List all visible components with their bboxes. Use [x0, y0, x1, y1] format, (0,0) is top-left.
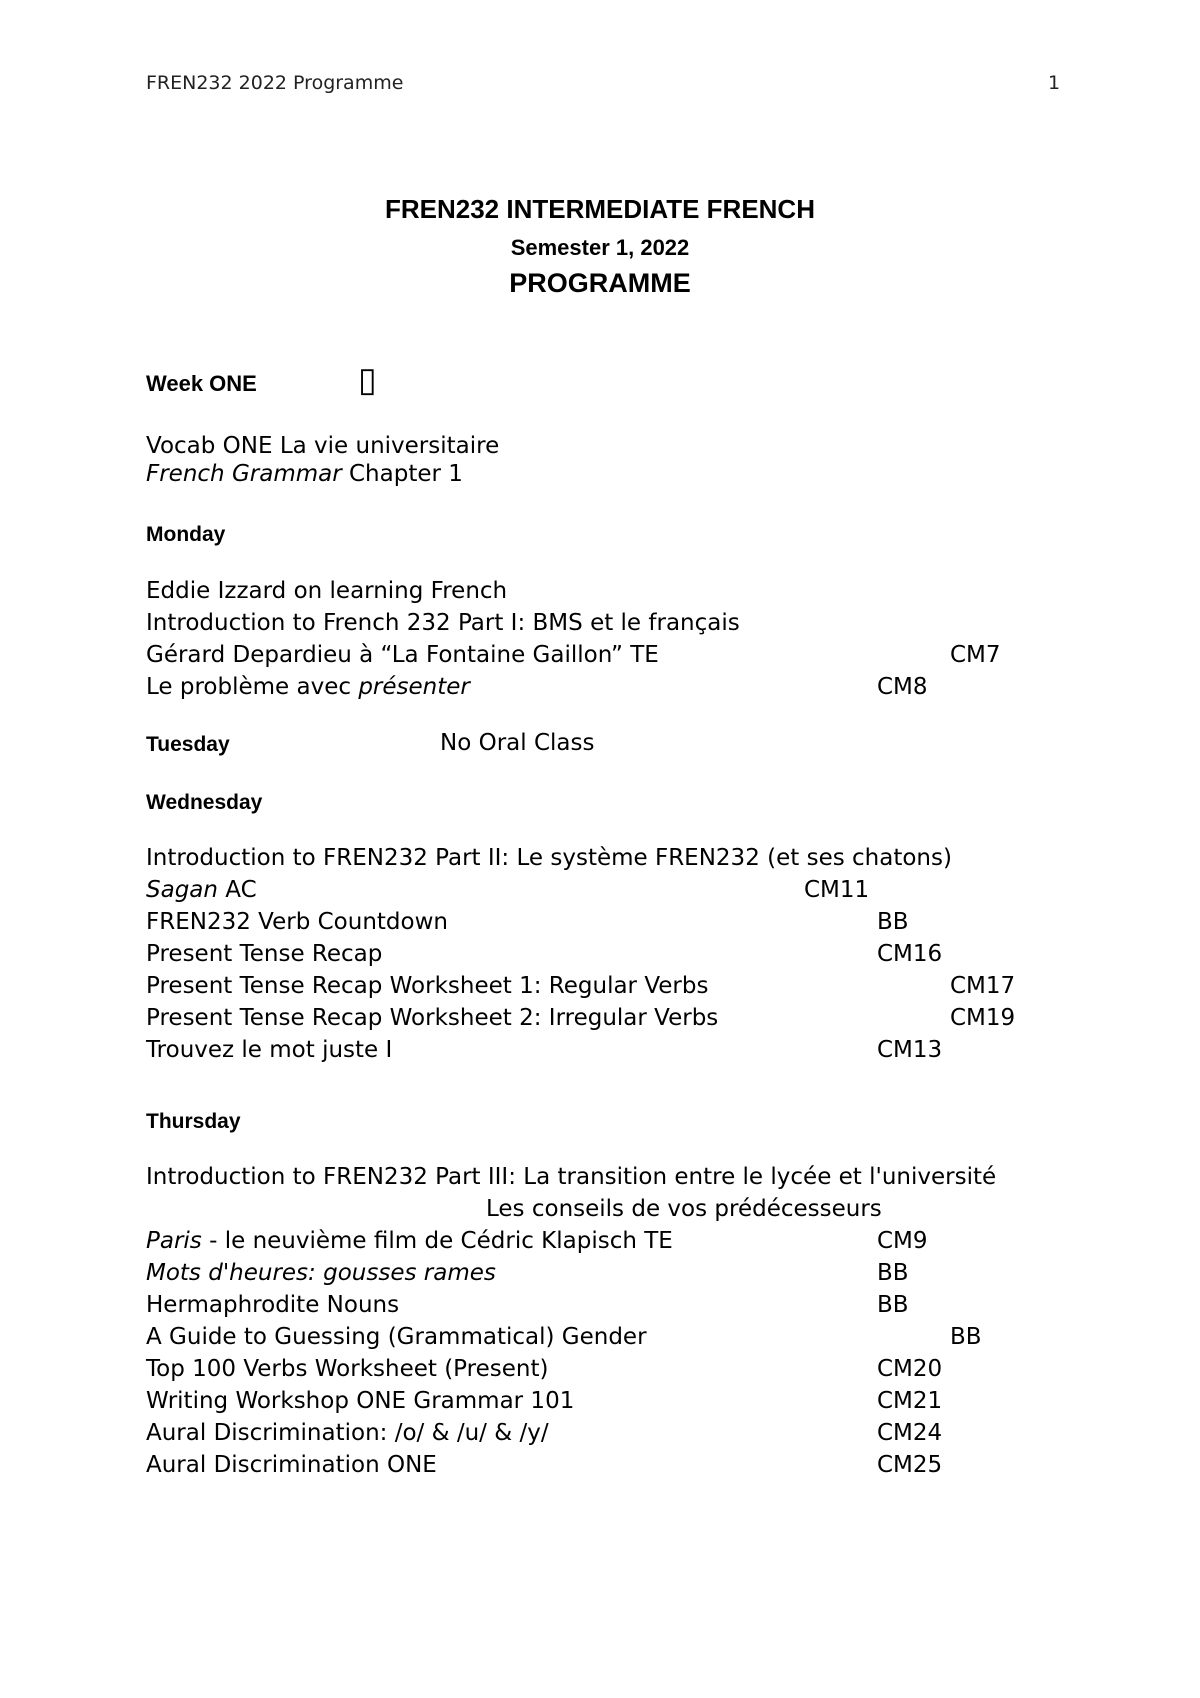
grammar-line: [146, 461, 463, 487]
page-number: 1: [1048, 72, 1061, 94]
list-item: Present Tense Recap Worksheet 2: Irregular Verbs: [146, 1005, 719, 1031]
item-code: CM24: [877, 1420, 943, 1446]
list-item: A Guide to Guessing (Grammatical) Gender: [146, 1324, 647, 1350]
item-code: CM11: [804, 877, 870, 903]
item-code: CM19: [950, 1005, 1016, 1031]
vocab-line: Vocab ONE La vie universitaire: [146, 433, 500, 459]
item-code: BB: [877, 1292, 909, 1318]
list-item: Present Tense Recap: [146, 941, 383, 967]
item-code: BB: [877, 909, 909, 935]
item-text-italic: Sagan: [146, 877, 218, 903]
item-text-italic: présenter: [358, 674, 470, 700]
item-code: BB: [877, 1260, 909, 1286]
grammar-chapter: Chapter 1: [341, 461, 463, 487]
day-label-tuesday: Tuesday: [146, 733, 230, 756]
list-item: Eddie Izzard on learning French: [146, 578, 508, 604]
list-item: [146, 877, 257, 903]
item-code: CM20: [877, 1356, 943, 1382]
list-item: Introduction to FREN232 Part II: Le système FREN232 (et ses chatons): [146, 845, 952, 871]
item-code: CM13: [877, 1037, 943, 1063]
item-code: BB: [950, 1324, 982, 1350]
list-item: Les conseils de vos prédécesseurs: [486, 1196, 882, 1222]
item-code: CM8: [877, 674, 928, 700]
list-item: Top 100 Verbs Worksheet (Present): [146, 1356, 549, 1382]
item-text-italic: Mots d'heures: gousses rames: [146, 1260, 496, 1286]
day-label-monday: Monday: [146, 523, 226, 546]
item-code: CM16: [877, 941, 943, 967]
list-item: [146, 1228, 673, 1254]
item-code: CM7: [950, 642, 1001, 668]
list-item: [146, 674, 470, 700]
grammar-book-title: French Grammar: [146, 461, 342, 487]
item-text: - le neuvième film de Cédric Klapisch TE: [201, 1228, 673, 1254]
document-title: FREN232 INTERMEDIATE FRENCH: [384, 194, 815, 224]
item-code: CM21: [877, 1388, 943, 1414]
list-item: Present Tense Recap Worksheet 1: Regular Verbs: [146, 973, 709, 999]
item-text-italic: Paris: [146, 1228, 202, 1254]
list-item: Gérard Depardieu à “La Fontaine Gaillon” TE: [146, 642, 659, 668]
list-item: [146, 1260, 496, 1286]
list-item: Trouvez le mot juste I: [146, 1037, 393, 1063]
day-label-thursday: Thursday: [146, 1110, 241, 1133]
item-text: AC: [217, 877, 257, 903]
list-item: Aural Discrimination: /o/ & /u/ & /y/: [146, 1420, 549, 1446]
list-item: Aural Discrimination ONE: [146, 1452, 437, 1478]
list-item: FREN232 Verb Countdown: [146, 909, 448, 935]
item-text: Le problème avec: [146, 674, 359, 700]
list-item: Hermaphrodite Nouns: [146, 1292, 400, 1318]
item-code: CM17: [950, 973, 1016, 999]
list-item: Writing Workshop ONE Grammar 101: [146, 1388, 575, 1414]
running-header: FREN232 2022 Programme: [146, 72, 404, 94]
list-item: Introduction to FREN232 Part III: La transition entre le lycée et l'université: [146, 1164, 997, 1190]
item-code: CM25: [877, 1452, 943, 1478]
programme-heading: PROGRAMME: [509, 268, 691, 298]
placeholder-glyph-icon: ▯: [358, 360, 377, 400]
day-label-wednesday: Wednesday: [146, 791, 263, 814]
week-label: Week ONE: [146, 371, 257, 396]
list-item: Introduction to French 232 Part I: BMS et le français: [146, 610, 740, 636]
semester-subtitle: Semester 1, 2022: [510, 235, 690, 260]
tuesday-note: No Oral Class: [440, 730, 595, 756]
item-code: CM9: [877, 1228, 928, 1254]
